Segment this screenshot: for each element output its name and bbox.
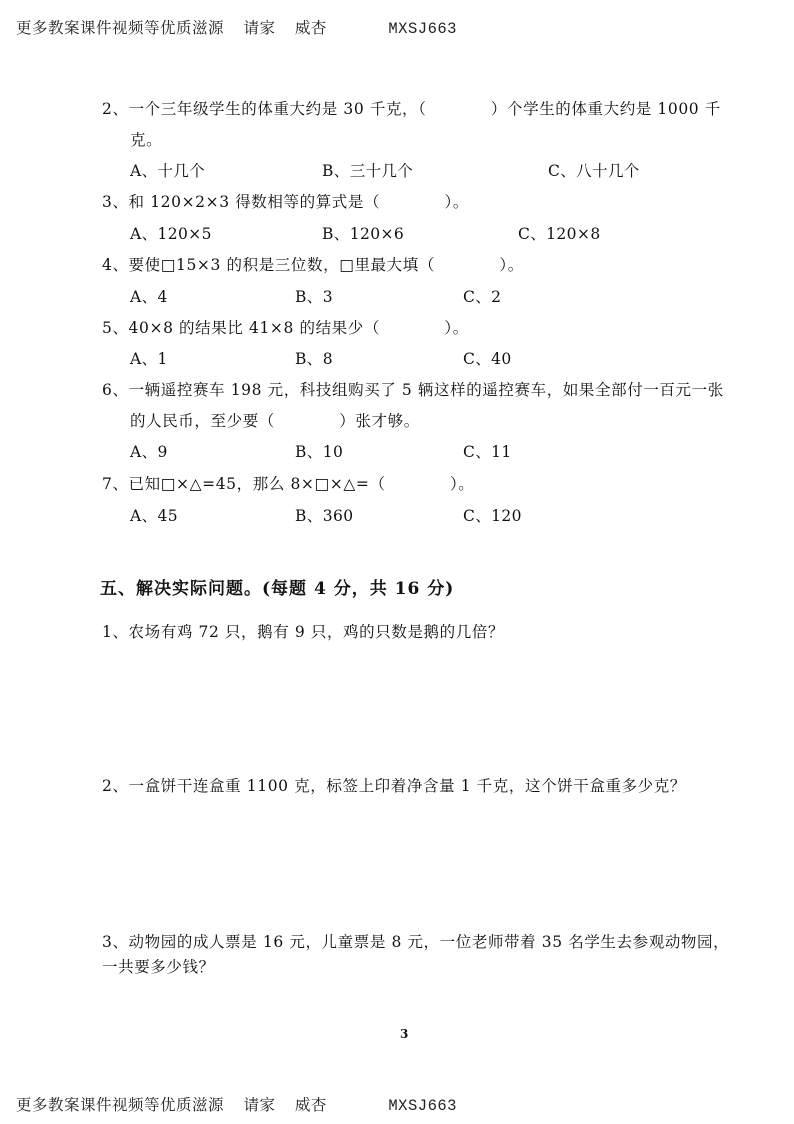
banner-text: 更多教案课件视频等优质滋源 — [16, 1096, 225, 1114]
question-6-line-1: 6、一辆遥控赛车 198 元，科技组购买了 5 辆这样的遥控赛车，如果全部付一百元一张 — [102, 381, 724, 399]
question-3-line-1: 3、和 120×2×3 得数相等的算式是（ ）。 — [102, 193, 469, 211]
question-6-line-2: 的人民币，至少要（ ）张才够。 — [130, 412, 420, 430]
page-number: 3 — [400, 1027, 409, 1041]
banner-name: 威杏 — [294, 1096, 327, 1114]
question-4-line-1: 4、要使□15×3 的积是三位数，□里最大填（ ）。 — [102, 256, 524, 274]
question-5-option-b: B、8 — [295, 350, 333, 368]
question-6-option-c: C、11 — [463, 443, 512, 461]
question-7-line-1: 7、已知□×△=45，那么 8×□×△=（ ）。 — [102, 475, 475, 493]
question-6-option-b: B、10 — [295, 443, 344, 461]
question-6-option-a: A、9 — [130, 443, 168, 461]
problem-1-line-1: 1、农场有鸡 72 只，鹅有 9 只，鸡的只数是鹅的几倍？ — [102, 623, 505, 641]
problem-2-line-1: 2、一盒饼干连盒重 1100 克，标签上印着净含量 1 千克，这个饼干盒重多少克？ — [102, 777, 686, 795]
banner-please: 请家 — [243, 1096, 276, 1114]
question-5-option-a: A、1 — [130, 350, 168, 368]
section-5-title: 五、解决实际问题。(每题 4 分，共 16 分) — [100, 579, 455, 599]
top-banner — [16, 16, 457, 38]
question-3-option-c: C、120×8 — [518, 225, 601, 243]
question-7-option-a: A、45 — [130, 507, 179, 525]
banner-name: 威杏 — [294, 19, 327, 37]
question-2-option-a: A、十几个 — [130, 162, 206, 180]
question-3-option-a: A、120×5 — [130, 225, 212, 243]
question-4-option-b: B、3 — [295, 288, 333, 306]
banner-code: MXSJ663 — [388, 1097, 457, 1115]
question-2-option-c: C、八十几个 — [548, 162, 640, 180]
question-5-option-c: C、40 — [463, 350, 512, 368]
question-7-option-b: B、360 — [295, 507, 354, 525]
question-5-line-1: 5、40×8 的结果比 41×8 的结果少（ ）。 — [102, 319, 469, 337]
bottom-banner — [16, 1093, 457, 1115]
question-2-line-2: 克。 — [130, 131, 163, 149]
banner-text: 更多教案课件视频等优质滋源 — [16, 19, 225, 37]
banner-code: MXSJ663 — [388, 20, 457, 38]
banner-please: 请家 — [243, 19, 276, 37]
question-4-option-a: A、4 — [130, 288, 168, 306]
question-7-option-c: C、120 — [463, 507, 522, 525]
problem-3-line-2: 一共要多少钱？ — [102, 958, 215, 976]
question-3-option-b: B、120×6 — [322, 225, 405, 243]
question-4-option-c: C、2 — [463, 288, 502, 306]
question-2-option-b: B、三十几个 — [322, 162, 414, 180]
problem-3-line-1: 3、动物园的成人票是 16 元，儿童票是 8 元，一位老师带着 35 名学生去参观动物园， — [102, 933, 730, 951]
question-2-line-1: 2、一个三年级学生的体重大约是 30 千克，（ ）个学生的体重大约是 1000 千 — [102, 100, 721, 118]
